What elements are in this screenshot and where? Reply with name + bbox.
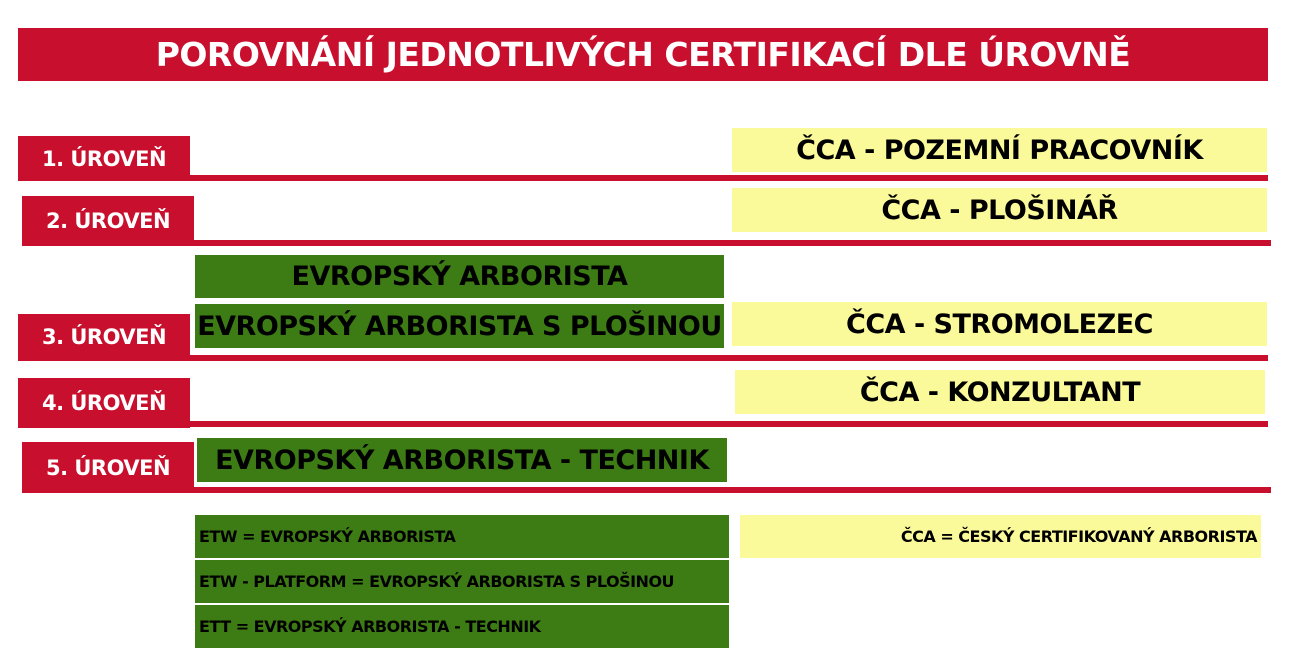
cca-level-1-box: ČCA - POZEMNÍ PRACOVNÍK	[732, 128, 1267, 172]
level-3-label: 3. ÚROVEŇ	[18, 314, 190, 360]
eu-level-5-box: EVROPSKÝ ARBORISTA - TECHNIK	[197, 438, 727, 482]
level-5-line	[22, 487, 1271, 493]
level-2-line	[22, 240, 1271, 246]
legend-etw: ETW = EVROPSKÝ ARBORISTA	[195, 515, 729, 558]
legend-ett: ETT = EVROPSKÝ ARBORISTA - TECHNIK	[195, 605, 729, 648]
legend-cca: ČCA = ČESKÝ CERTIFIKOVANÝ ARBORISTA	[740, 515, 1261, 558]
cca-level-4-box: ČCA - KONZULTANT	[735, 370, 1265, 414]
level-1-label: 1. ÚROVEŇ	[18, 136, 190, 181]
page-title: POROVNÁNÍ JEDNOTLIVÝCH CERTIFIKACÍ DLE ÚROVNĚ	[18, 28, 1268, 81]
level-5-label: 5. ÚROVEŇ	[22, 442, 194, 493]
legend-etw-platform: ETW - PLATFORM = EVROPSKÝ ARBORISTA S PLOŠINOU	[195, 560, 729, 603]
level-4-label: 4. ÚROVEŇ	[18, 378, 190, 428]
cca-level-2-box: ČCA - PLOŠINÁŘ	[732, 188, 1267, 232]
level-4-line	[18, 421, 1268, 427]
eu-level-3-box-1: EVROPSKÝ ARBORISTA	[195, 255, 724, 298]
eu-level-3-box-2: EVROPSKÝ ARBORISTA S PLOŠINOU	[195, 304, 724, 348]
level-1-line	[18, 175, 1268, 181]
cca-level-3-box: ČCA - STROMOLEZEC	[732, 302, 1267, 346]
level-3-line	[18, 355, 1268, 361]
level-2-label: 2. ÚROVEŇ	[22, 196, 194, 246]
